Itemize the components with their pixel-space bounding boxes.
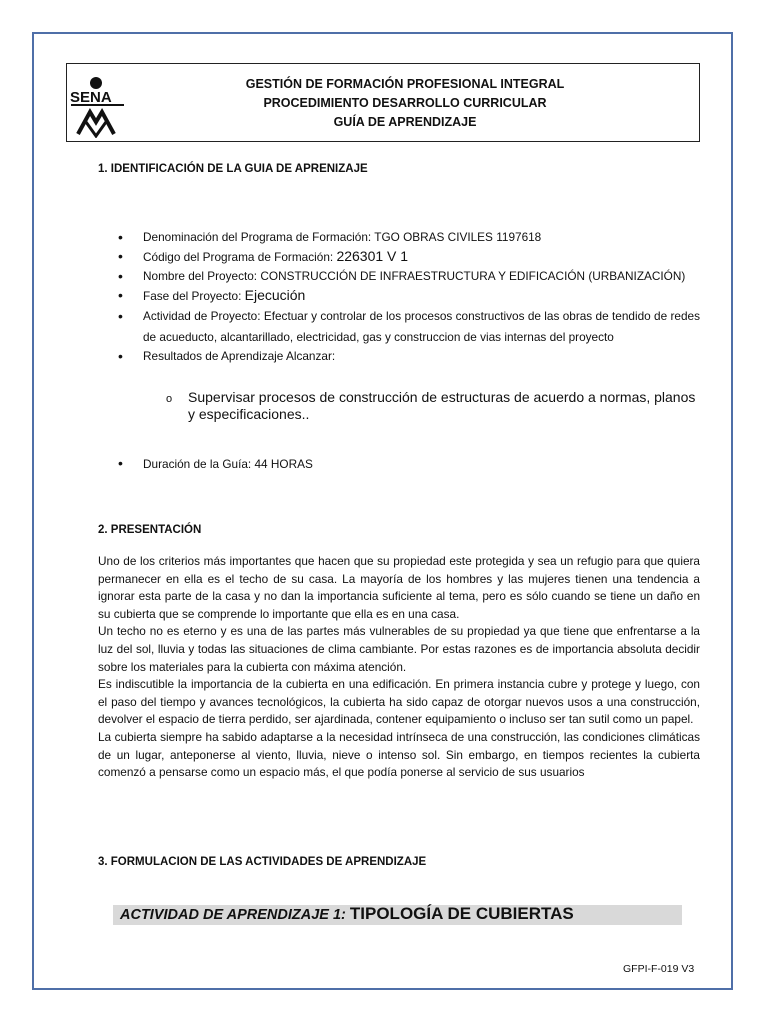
duration-item: • Duración de la Guía: 44 HORAS — [118, 455, 313, 471]
sub-bullet: o — [166, 393, 173, 405]
code-label: Código del Programa de Formación: — [143, 250, 334, 264]
footer-code: GFPI-F-019 V3 — [623, 963, 695, 975]
page-border — [32, 32, 733, 990]
sena-logo — [68, 74, 128, 138]
section-1-title: 1. IDENTIFICACIÓN DE LA GUIA DE APRENIZAJE — [98, 163, 368, 175]
header-line-2: PROCEDIMIENTO DESARROLLO CURRICULAR — [263, 96, 547, 110]
list-item-results — [118, 347, 700, 366]
project-label: Nombre del Proyecto: — [143, 269, 258, 283]
activity-label: Actividad de Proyecto: — [143, 309, 261, 323]
program-value: TGO OBRAS CIVILES 1197618 — [374, 230, 542, 244]
sub-item-text: Supervisar procesos de construcción de estructuras de acuerdo a normas, planos y especificaciones.. — [188, 389, 696, 422]
activity-heading — [120, 904, 574, 924]
activity-title: TIPOLOGÍA DE CUBIERTAS — [349, 904, 574, 923]
list-item-activity — [118, 306, 700, 347]
results-label: Resultados de Aprendizaje Alcanzar: — [143, 349, 336, 363]
program-label: Denominación del Programa de Formación: — [143, 230, 372, 244]
activity-prefix: ACTIVIDAD DE APRENDIZAJE 1: — [120, 907, 346, 923]
header-line-1: GESTIÓN DE FORMACIÓN PROFESIONAL INTEGRAL — [245, 77, 565, 91]
presentation-body — [98, 553, 700, 782]
header-titles — [150, 75, 660, 132]
list-item-phase — [118, 286, 700, 306]
paragraph: La cubierta siempre ha sabido adaptarse a la necesidad intrínseca de una construcción, las condiciones climáticas de un lugar, anteponerse al viento, lluvia, nieve o intenso sol. Sin embargo, en tiempos recientes la cubierta comenzó a pensarse como un espacio más, el que podía ponerse al servicio de sus usuarios — [98, 729, 700, 780]
identification-list — [118, 228, 700, 366]
activity-value: Efectuar y controlar de los procesos constructivos de las obras de tendido de redes de acueducto, alcantarillado, electricidad, gas y construccion de vias internas del proyecto — [143, 309, 700, 344]
paragraph: Uno de los criterios más importantes que hacen que su propiedad este protegida y sea un refugio para que quiera permanecer en ella es el techo de su casa. La mayoría de los hombres y las mujeres tienen una tendencia a ignorar esta parte de la casa y no dan la importancia suficiente al tema, pero es sólo cuando se tiene un daño en su cubierta que se comprende lo importante que ella es en una casa. — [98, 554, 700, 621]
project-value: CONSTRUCCIÓN DE INFRAESTRUCTURA Y EDIFICACIÓN (URBANIZACIÓN) — [260, 269, 686, 283]
paragraph: Es indiscutible la importancia de la cubierta en una edificación. En primera instancia cubre y protege y luego, con el paso del tiempo y avances tecnológicos, la cubierta ha sido capaz de otorgar nuevos usos a una construcción, devolver el espacio de tierra perdido, ser ajardinada, contener equipamiento o incluso ser tan sutil como un papel. — [98, 677, 700, 727]
list-item-project — [118, 267, 700, 286]
logo-text: SENA — [70, 89, 112, 106]
header-line-3: GUÍA DE APRENDIZAJE — [333, 115, 477, 129]
code-value: 226301 V 1 — [336, 248, 409, 264]
list-item-code — [118, 247, 700, 267]
section-2-title: 2. PRESENTACIÓN — [98, 524, 202, 536]
section-3-title: 3. FORMULACION DE LAS ACTIVIDADES DE APRENDIZAJE — [98, 856, 427, 868]
list-item-program — [118, 228, 700, 247]
phase-label: Fase del Proyecto: — [143, 289, 242, 303]
paragraph: Un techo no es eterno y es una de las partes más vulnerables de su propiedad ya que tiene que enfrentarse a la luz del sol, lluvia y todas las situaciones de clima cambiante. Por estas razones es de importancia absoluta decidir sobre los materiales para la cubierta con máxima atención. — [98, 624, 700, 674]
phase-value: Ejecución — [244, 287, 306, 303]
